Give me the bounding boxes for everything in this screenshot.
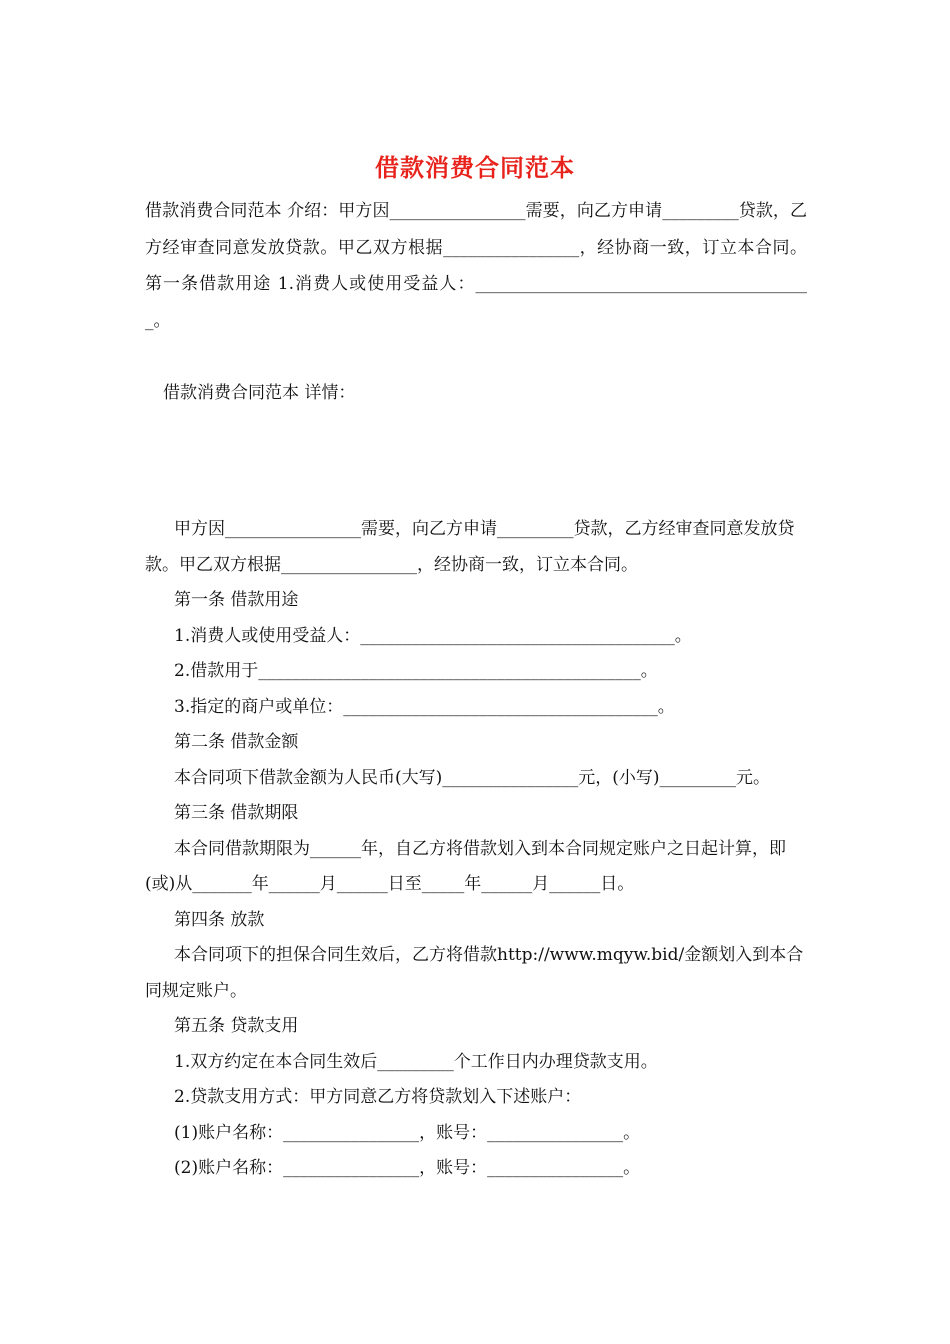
account-line-1: (1)账户名称：________________，账号：________________。 bbox=[174, 1122, 641, 1143]
account-line-2: (2)账户名称：________________，账号：________________。 bbox=[174, 1158, 641, 1178]
article-1-item-1: 1.消费人或使用受益人：_____________________________________。 bbox=[174, 625, 692, 646]
article-5-item-2: 2.贷款支用方式：甲方同意乙方将贷款划入下述账户： bbox=[174, 1087, 582, 1107]
preamble-paragraph: 甲方因________________需要，向乙方申请_________贷款，乙方经审查同意发放贷款。甲乙双方根据________________，经协商一致，订立本合同。 bbox=[145, 519, 795, 575]
contract-body bbox=[145, 512, 807, 1187]
article-4-heading: 第四条 放款 bbox=[174, 909, 265, 930]
article-5-item-1: 1.双方约定在本合同生效后_________个工作日内办理贷款支用。 bbox=[174, 1051, 658, 1072]
article-1-item-2: 2.借款用于_____________________________________________。 bbox=[174, 661, 658, 681]
article-3-heading: 第三条 借款期限 bbox=[174, 803, 299, 823]
document-title: 借款消费合同范本 bbox=[375, 153, 575, 182]
article-1-heading: 第一条 借款用途 bbox=[174, 590, 299, 610]
intro-paragraph: 借款消费合同范本 介绍：甲方因________________需要，向乙方申请_________贷款，乙方经审查同意发放贷款。甲乙双方根据________________，经协商一致，订立本合同。 第一条借款用途 1.消费人或使用受益人：________________________________________。 bbox=[145, 201, 807, 331]
article-2-heading: 第二条 借款金额 bbox=[174, 732, 299, 752]
article-2-text: 本合同项下借款金额为人民币(大写)________________元，(小写)_________元。 bbox=[174, 767, 771, 788]
article-4-text: 本合同项下的担保合同生效后，乙方将借款http://www.mqyw.bid/金额划入到本合同规定账户。 bbox=[145, 945, 804, 1001]
details-label: 借款消费合同范本 详情： bbox=[163, 383, 356, 403]
article-5-heading: 第五条 贷款支用 bbox=[174, 1016, 299, 1036]
article-3-text: 本合同借款期限为______年，自乙方将借款划入到本合同规定账户之日起计算，即(或)从_______年______月______日至_____年______月______日。 bbox=[145, 838, 786, 894]
article-1-item-3: 3.指定的商户或单位：_____________________________________。 bbox=[174, 696, 675, 717]
